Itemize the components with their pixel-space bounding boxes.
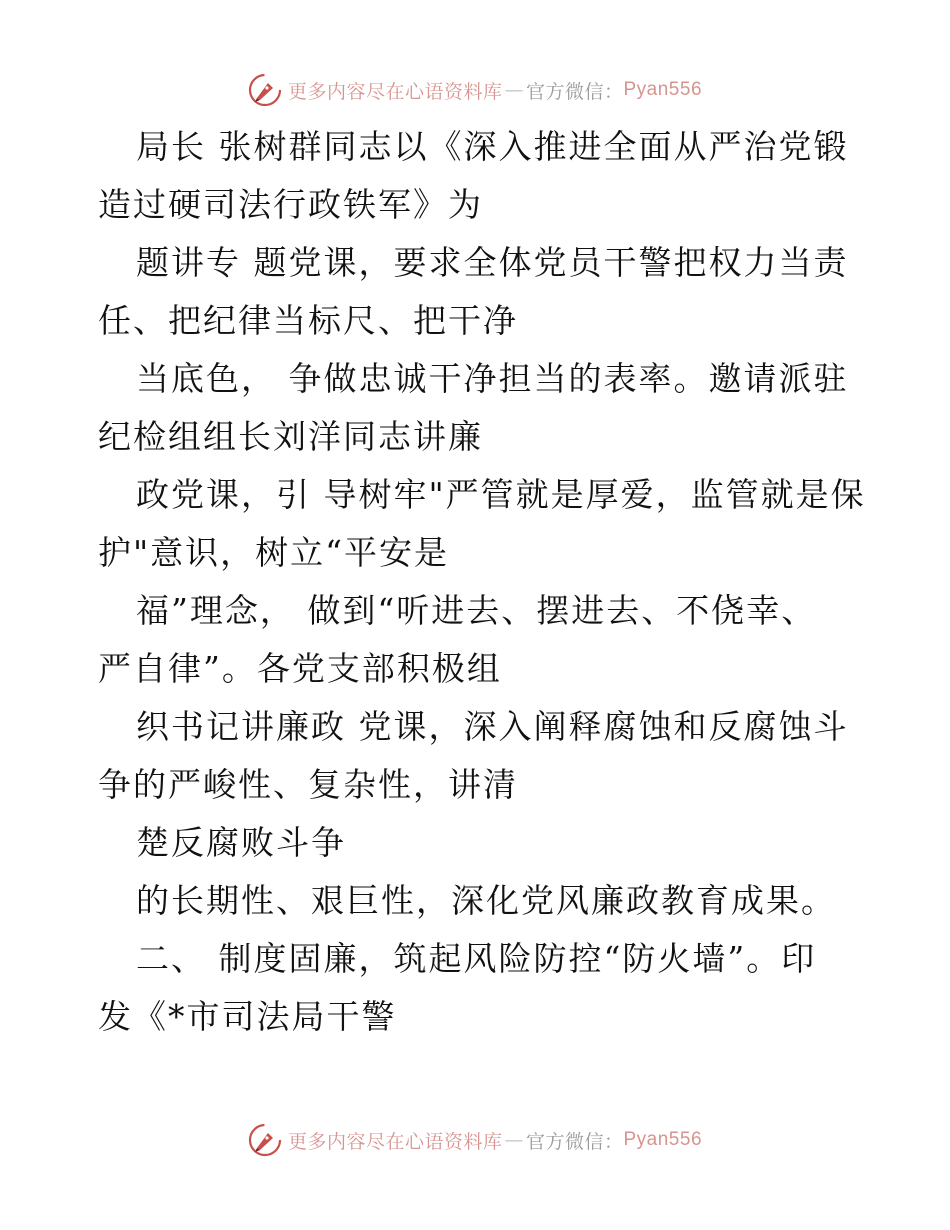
- text-line: 福”理念， 做到“听进去、摆进去、不侥幸、: [136, 591, 817, 630]
- watermark-site-text: 更多内容尽在心语资料库: [287, 1130, 503, 1153]
- text-line: 争的严峻性、复杂性，讲清: [98, 765, 518, 804]
- watermark-wechat-id: Pyan556: [623, 79, 703, 100]
- watermark-label: 官方微信：: [525, 80, 624, 103]
- text-line: 的长期性、艰巨性，深化党风廉政教育成果。: [136, 881, 836, 920]
- text-line: 任、把纪律当标尺、把干净: [98, 301, 518, 340]
- text-line: 楚反腐败斗争: [136, 823, 346, 862]
- text-line: 二、 制度固廉，筑起风险防控“防火墙”。印: [136, 939, 817, 978]
- text-line: 护"意识，树立“平安是: [98, 533, 450, 572]
- text-line: 严自律”。各党支部积极组: [98, 649, 502, 688]
- watermark-wechat-id: Pyan556: [623, 1129, 703, 1150]
- watermark-label: 官方微信：: [525, 1130, 624, 1153]
- pen-nib-logo-icon: [248, 1123, 282, 1157]
- watermark-separator: —: [504, 1129, 524, 1151]
- text-line: 政党课，引 导树牢"严管就是厚爱，监管就是保: [136, 475, 866, 514]
- text-line: 发《*市司法局干警: [98, 997, 397, 1036]
- text-line: 纪检组组长刘洋同志讲廉: [98, 417, 483, 456]
- pen-nib-logo-icon: [248, 73, 282, 107]
- header-watermark: [0, 70, 950, 110]
- text-line: 当底色， 争做忠诚干净担当的表率。邀请派驻: [136, 359, 849, 398]
- text-line: 题讲专 题党课，要求全体党员干警把权力当责: [136, 243, 849, 282]
- text-line: 局长 张树群同志以《深入推进全面从严治党锻: [136, 127, 849, 166]
- watermark-separator: —: [504, 79, 524, 101]
- text-line: 织书记讲廉政 党课，深入阐释腐蚀和反腐蚀斗: [136, 707, 849, 746]
- text-line: 造过硬司法行政铁军》为: [98, 185, 483, 224]
- footer-watermark: [0, 1120, 950, 1160]
- watermark-site-text: 更多内容尽在心语资料库: [287, 80, 503, 103]
- document-body: [98, 118, 866, 1046]
